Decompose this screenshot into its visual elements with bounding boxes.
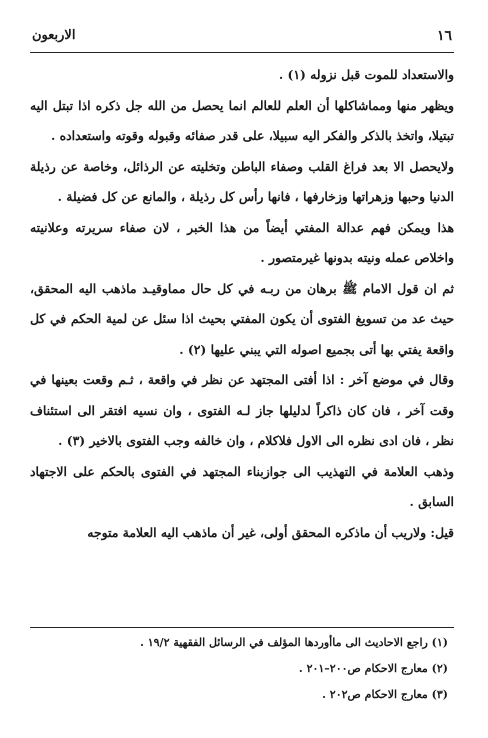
paragraph-2: ويظهر منها ومماشاكلها أن العلم للعالم انما يحصل من الله جل ذكره اذا تبتل اليه تبتيلا، واتخذ بالذكر والفكر اليه سبيلا، على قدر صفائه وقبوله وقوته واستعداده . <box>30 97 454 143</box>
page-header <box>30 24 454 46</box>
paragraph-8: قيل: ولاريب أن ماذكره المحقق أولى، غير أن ماذهب اليه العلامة متوجه <box>87 524 454 540</box>
footnote-3: (٣) معارج الاحكام ص٢٠٢ . <box>322 688 448 701</box>
paragraph-7: وذهب العلامة في التهذيب الى جوازبناء المجتهد في الفتوى بالحكم على الاجتهاد السابق . <box>30 463 454 509</box>
footnotes <box>30 630 448 708</box>
paragraph-1: والاستعداد للموت قبل نزوله (١) . <box>278 67 454 82</box>
paragraph-4: هذا ويمكن فهم عدالة المفتي أيضاً من هذا الخبر ، لان صفاء سريرته وعلانيته واخلاص عمله ونيته بدونها غيرمتصور . <box>30 219 454 265</box>
paragraph-5: ثم ان قول الامام ﷺ برهان من ربـه في كل حال مماوقيـد ماذهب اليه المحقق، حيث عد من تسويغ الفتوى أن يكون المفتي بحيث اذا سئل عن لمية الحكم في كل واقعة يفتي بها أتى بجميع اصوله التي يبني عليها (٢) . <box>30 280 454 357</box>
paragraph-6: وقال في موضع آخر : اذا أفتى المجتهد عن نظر في واقعة ، ثـم وقعت بعينها في وقت آخر ، فان كان ذاكراً لدليلها جاز لـه الفتوى ، وان نسيه افتقر الى استئناف نظر ، فان ادى نظره الى الاول فلاكلام ، وان خالفه وجب الفتوى بالاخير (٣) . <box>30 372 454 448</box>
footnote-1: (١) راجع الاحاديث الى ماأوردها المؤلف في الرسائل الفقهية ١٩/٢ . <box>140 636 448 649</box>
body-text <box>30 60 454 548</box>
running-title: الاربعون <box>32 28 76 43</box>
footnote-2: (٢) معارج الاحكام ص٢٠٠–٢٠١ . <box>298 662 448 675</box>
paragraph-3: ولايحصل الا بعد فراغ القلب وصفاء الباطن وتخليته عن الرذائل، وخاصة عن رذيلة الدنيا وحبها وزهراتها وزخارفها ، فانها رأس كل رذيلة ، والمانع عن كل فضيلة . <box>30 158 454 204</box>
page-number: ١٦ <box>436 28 452 44</box>
footnote-rule <box>30 627 454 628</box>
header-rule <box>30 52 454 53</box>
